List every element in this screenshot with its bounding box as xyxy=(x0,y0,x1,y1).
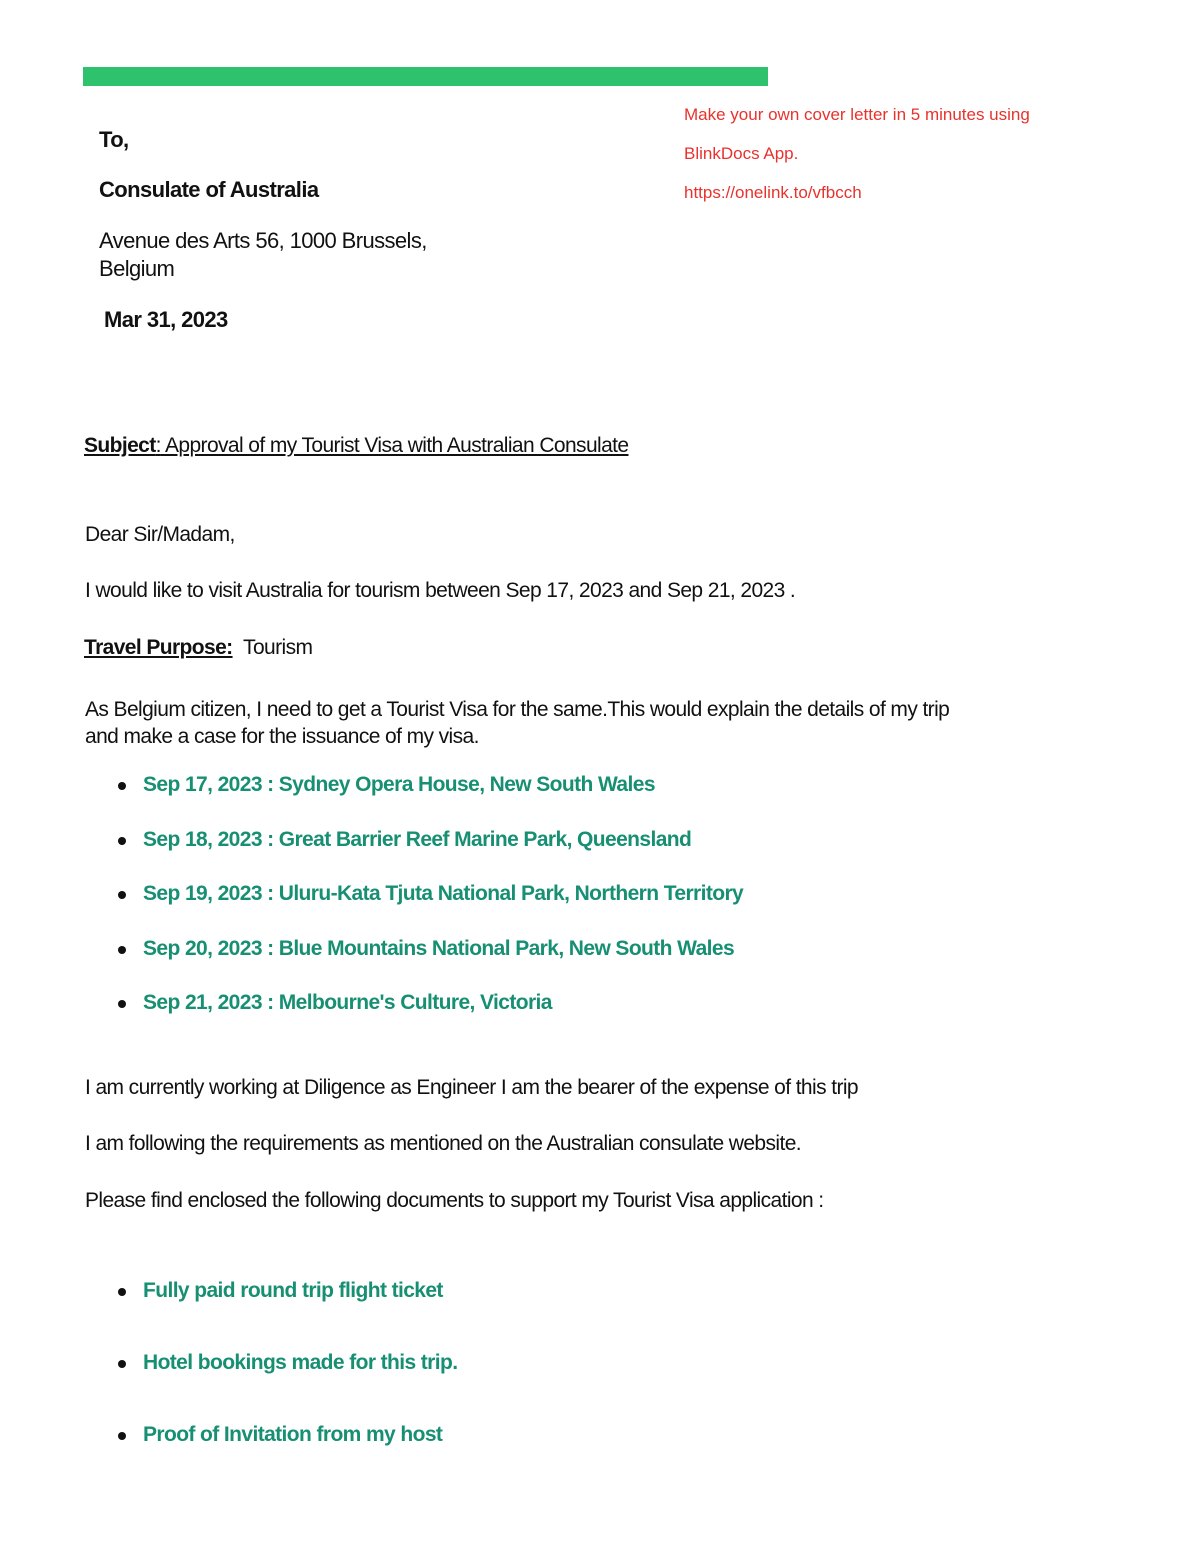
document-item xyxy=(118,1279,457,1351)
bullet-dot xyxy=(118,1360,126,1368)
recipient-name: Consulate of Australia xyxy=(99,177,319,202)
list-item-text: Hotel bookings made for this trip. xyxy=(143,1351,458,1374)
bullet-dot xyxy=(118,891,126,899)
list-item-text: Sep 21, 2023 : Melbourne's Culture, Victoria xyxy=(143,991,552,1014)
itinerary-item xyxy=(118,882,743,937)
list-item-text: Sep 20, 2023 : Blue Mountains National Park, New South Wales xyxy=(143,936,735,960)
bullet-dot xyxy=(118,946,126,954)
list-item-text: Proof of Invitation from my host xyxy=(143,1423,443,1446)
itinerary-item xyxy=(118,773,743,828)
citizenship-line-2: and make a case for the issuance of my visa. xyxy=(85,725,479,748)
list-item-text: Sep 19, 2023 : Uluru-Kata Tjuta National Park, Northern Territory xyxy=(143,882,744,905)
letter-date: Mar 31, 2023 xyxy=(104,307,228,332)
itinerary-item xyxy=(118,991,743,1046)
greeting: Dear Sir/Madam, xyxy=(85,523,235,546)
subject-label: Subject xyxy=(84,434,156,457)
address-line-1: Avenue des Arts 56, 1000 Brussels, xyxy=(99,228,427,253)
purpose-value: Tourism xyxy=(243,636,313,659)
bullet-dot xyxy=(118,1000,126,1008)
subject-line xyxy=(84,434,629,458)
documents-intro: Please find enclosed the following documents to support my Tourist Visa application : xyxy=(85,1189,824,1212)
requirements-paragraph: I am following the requirements as mentioned on the Australian consulate website. xyxy=(85,1132,802,1155)
subject-colon: : xyxy=(155,434,161,457)
itinerary-item xyxy=(118,828,743,883)
promo-line-1: Make your own cover letter in 5 minutes using xyxy=(684,105,1030,124)
promo-link[interactable]: https://onelink.to/vfbcch xyxy=(684,183,862,202)
citizenship-paragraph xyxy=(85,696,949,750)
document-item xyxy=(118,1423,457,1495)
documents-list xyxy=(118,1279,457,1495)
salutation: To, xyxy=(99,127,129,152)
list-item-text: Sep 18, 2023 : Great Barrier Reef Marine Park, Queensland xyxy=(143,827,692,851)
purpose-label: Travel Purpose: xyxy=(84,636,233,659)
accent-bar xyxy=(83,67,768,86)
list-item-text: Fully paid round trip flight ticket xyxy=(143,1279,443,1302)
address-line-2: Belgium xyxy=(99,256,175,281)
subject-text: Approval of my Tourist Visa with Australian Consulate xyxy=(160,434,629,457)
list-item-text: Sep 17, 2023 : Sydney Opera House, New South Wales xyxy=(143,773,655,796)
citizenship-line-1: As Belgium citizen, I need to get a Tourist Visa for the same.This would explain the details of my trip xyxy=(85,698,950,721)
promo-line-2: BlinkDocs App. xyxy=(684,144,799,163)
intro-paragraph: I would like to visit Australia for tourism between Sep 17, 2023 and Sep 21, 2023 . xyxy=(85,579,796,602)
bullet-dot xyxy=(118,1288,126,1296)
bullet-dot xyxy=(118,782,126,790)
bullet-dot xyxy=(118,837,126,845)
bullet-dot xyxy=(118,1432,126,1440)
document-item xyxy=(118,1351,457,1423)
travel-purpose xyxy=(84,636,312,660)
itinerary-list xyxy=(118,773,743,1046)
itinerary-item xyxy=(118,937,743,992)
employment-paragraph: I am currently working at Diligence as Engineer I am the bearer of the expense of this trip xyxy=(85,1076,858,1099)
